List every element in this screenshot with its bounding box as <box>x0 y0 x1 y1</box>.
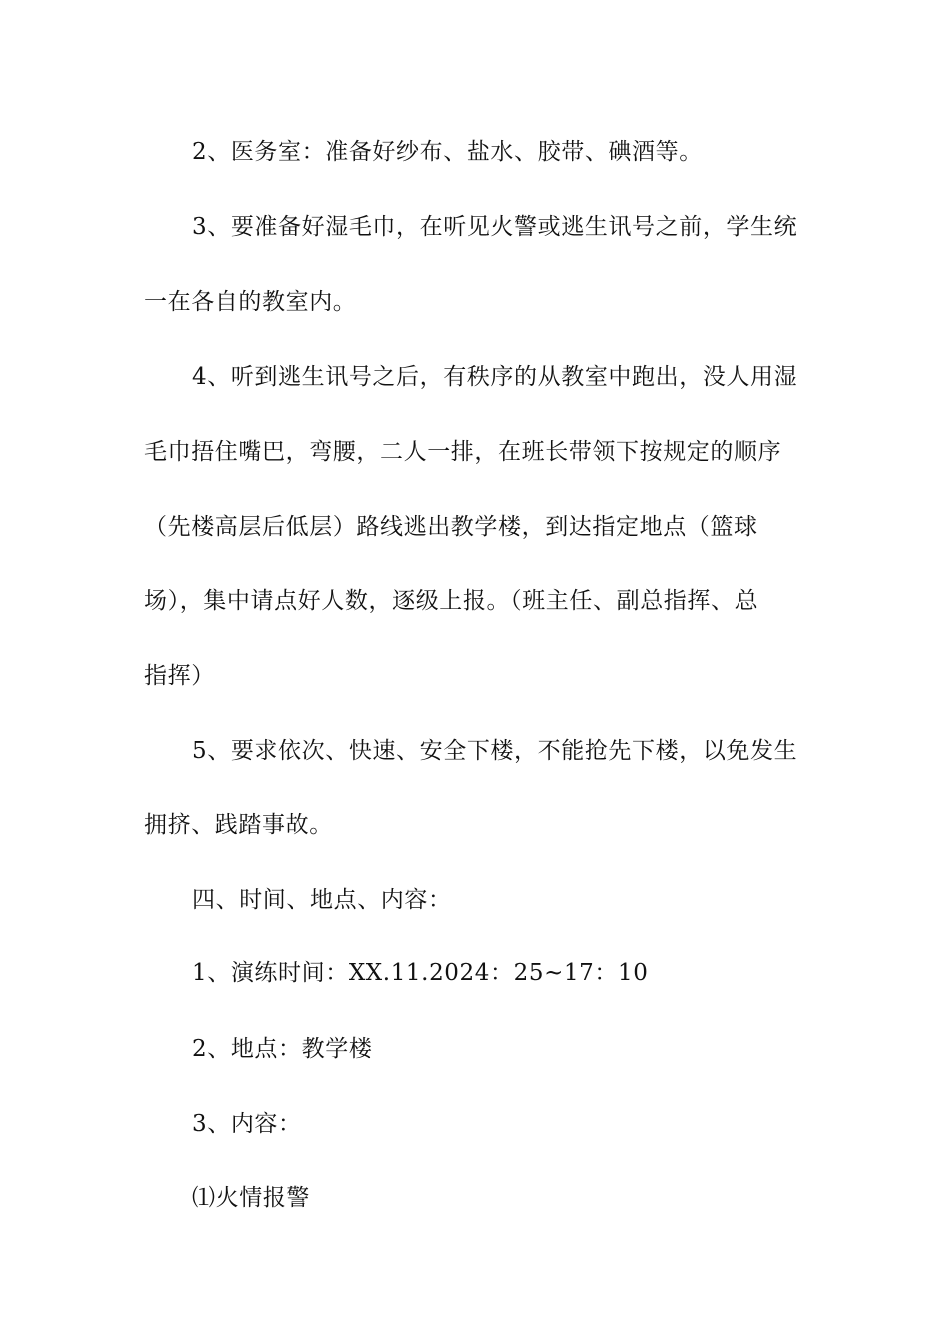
section-4-heading: 四、时间、地点、内容： <box>192 887 452 913</box>
drill-time-line: 1、演练时间：XX.11.2024：25~17：10 <box>192 960 649 986</box>
item-4-line-3: （先楼高层后低层）路线逃出教学楼，到达指定地点（篮球 <box>144 514 758 540</box>
content-heading: 3、内容： <box>192 1111 302 1137</box>
item-4-line-2: 毛巾捂住嘴巴，弯腰，二人一排，在班长带领下按规定的顺序 <box>144 439 782 465</box>
item-5-line-2: 拥挤、践踏事故。 <box>144 812 333 838</box>
item-4-line-5: 指挥） <box>144 663 215 689</box>
item-2-medical-room: 2、医务室：准备好纱布、盐水、胶带、碘酒等。 <box>192 139 703 165</box>
item-3-line-2: 一在各自的教室内。 <box>144 289 357 315</box>
location-line: 2、地点：教学楼 <box>192 1036 373 1062</box>
item-3-line-1: 3、要准备好湿毛巾，在听见火警或逃生讯号之前，学生统 <box>192 214 798 240</box>
content-item-1: ⑴火情报警 <box>192 1185 310 1211</box>
item-4-line-1: 4、听到逃生讯号之后，有秩序的从教室中跑出，没人用湿 <box>192 364 798 390</box>
item-4-line-4: 场），集中请点好人数，逐级上报。（班主任、副总指挥、总 <box>144 588 759 614</box>
item-5-line-1: 5、要求依次、快速、安全下楼，不能抢先下楼，以免发生 <box>192 738 798 764</box>
